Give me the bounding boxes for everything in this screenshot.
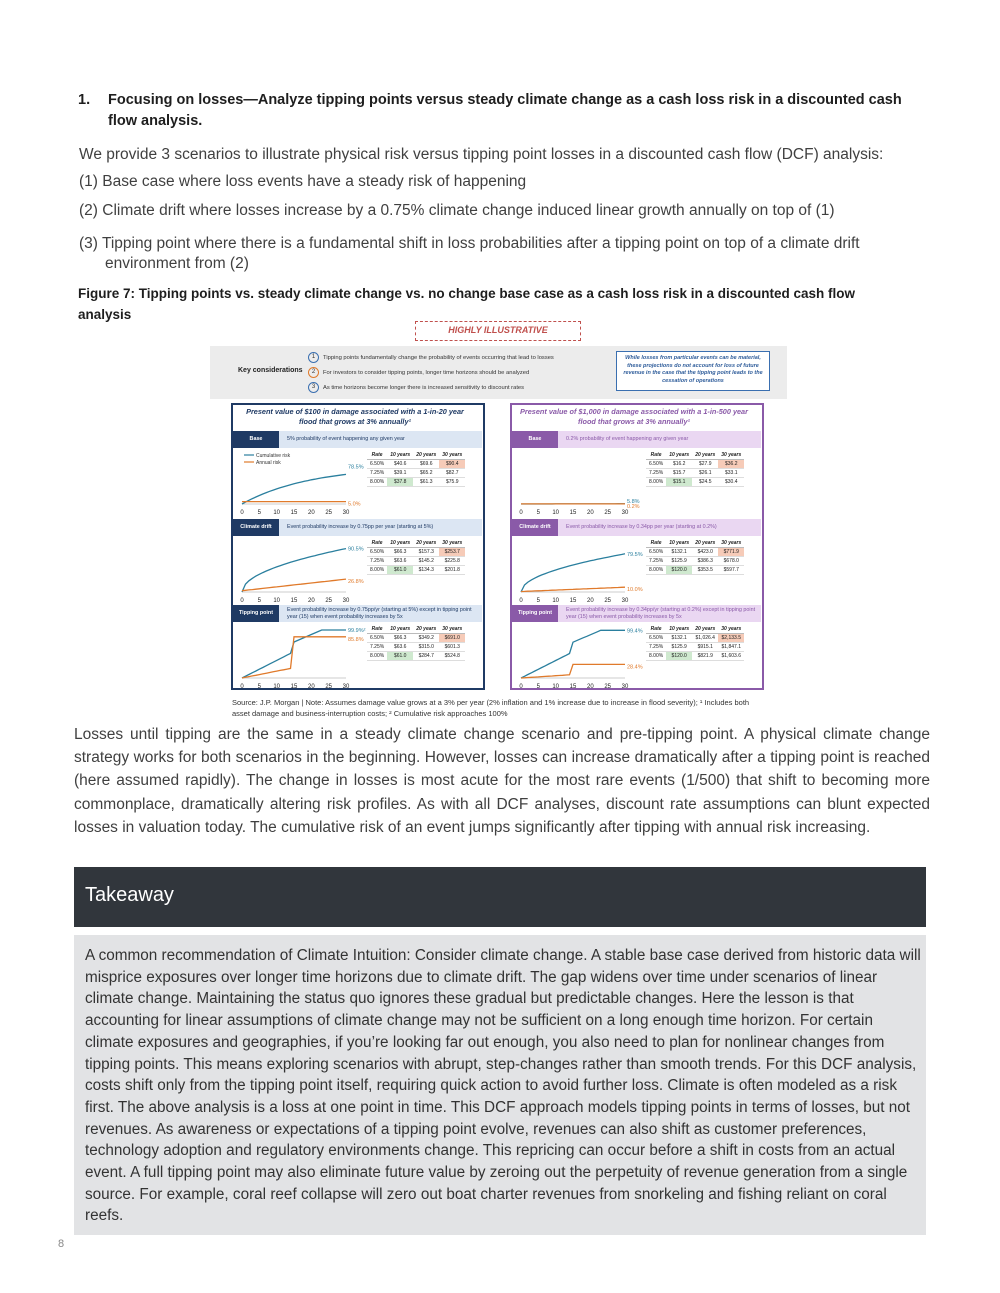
x-tick-label: 15 [290,598,298,604]
scenario-description: Event probability increase by 0.34pp per year (starting at 0.2%) [558,519,761,536]
table-cell: 8.00% [646,652,666,661]
table-cell: $63.6 [387,643,413,652]
x-tick-label: 0 [519,598,523,604]
table-row [367,548,465,557]
table-cell: $61.3 [413,478,439,487]
table-row [367,634,465,643]
table-cell: $39.1 [387,469,413,478]
table-cell: $36.2 [718,460,744,469]
table-header: 20 years [692,451,718,460]
scenario-label: Climate drift [512,519,558,536]
table-cell: $125.9 [666,643,692,652]
table-cell: 8.00% [367,566,387,575]
table-cell: $15.1 [666,478,692,487]
table-header: 10 years [666,625,692,634]
table-cell: 8.00% [646,566,666,575]
annual-risk-label: 10.0% [627,587,643,594]
legend-cumulative-label: Cumulative risk [256,453,291,459]
heading-text: Focusing on losses—Analyze tipping points versus steady climate change as a cash loss risk in a discounted cash flow analysis. [108,92,902,129]
scenario-description: Event probability increase by 0.75pp/yr (starting at 5%) except in tipping point year (15) when event probability increases by 5x [279,605,482,622]
page-number: 8 [58,1238,65,1250]
x-tick-label: 20 [307,684,315,690]
table-cell: $1,847.1 [718,643,744,652]
key-considerations-box [210,346,787,399]
x-tick-label: 10 [273,510,281,516]
cumulative-risk-label: 78.5% [348,464,364,471]
scenario-1-text: (1) Base case where loss events have a steady risk of happening [79,173,527,190]
risk-chart [236,538,366,608]
x-tick-label: 25 [604,684,612,690]
x-tick-label: 5 [536,684,541,690]
table-cell: $353.5 [692,566,718,575]
table-cell: 6.50% [646,460,666,469]
panel-1-in-500 [510,403,764,690]
x-tick-label: 25 [325,684,333,690]
table-header: 30 years [439,451,465,460]
table-cell: $253.7 [439,548,465,557]
risk-chart [515,450,645,520]
x-tick-label: 15 [290,510,298,516]
highly-illustrative-badge: HIGHLY ILLUSTRATIVE [415,321,581,341]
table-cell: 6.50% [646,548,666,557]
risk-chart [515,538,645,608]
intro-paragraph: We provide 3 scenarios to illustrate physical risk versus tipping point losses in a discounted cash flow (DCF) analysis: [79,146,884,163]
table-cell: $771.9 [718,548,744,557]
panel-title: Present value of $1,000 in damage associated with a 1-in-500 year flood that grows at 3% annually¹ [520,407,748,426]
scenario-label: Tipping point [233,605,279,622]
pv-table [646,539,744,575]
cumulative-risk-line [521,630,625,678]
x-tick-label: 10 [273,684,281,690]
x-tick-label: 20 [586,510,594,516]
table-cell: 7.25% [646,469,666,478]
table-row [646,469,744,478]
x-tick-label: 15 [569,598,577,604]
table-cell: $26.1 [692,469,718,478]
table-cell: $821.9 [692,652,718,661]
key-item-text: Tipping points fundamentally change the probability of events occurring that lead to losses [323,355,554,362]
x-tick-label: 15 [290,684,298,690]
table-cell: $145.2 [413,557,439,566]
x-tick-label: 30 [342,598,350,604]
table-cell: $30.4 [718,478,744,487]
table-cell: $132.1 [666,634,692,643]
table-cell: $66.3 [387,548,413,557]
panel-1-in-20 [231,403,485,690]
table-cell: $82.7 [439,469,465,478]
annual-risk-label: 5.0% [348,501,361,508]
table-cell: 8.00% [646,478,666,487]
table-cell: 6.50% [367,460,387,469]
table-header: 30 years [718,539,744,548]
number-circle-icon: 2 [308,367,319,378]
table-cell: $120.0 [666,652,692,661]
table-cell: 6.50% [646,634,666,643]
x-tick-label: 0 [519,684,523,690]
number-circle-icon: 1 [308,352,319,363]
scenario-description: 5% probability of event happening any given year [279,431,482,448]
table-header: 10 years [387,625,413,634]
table-header: Rate [646,625,666,634]
scenario-label: Tipping point [512,605,558,622]
table-cell: $125.9 [666,557,692,566]
cumulative-risk-label: 5.8% [627,499,640,506]
scenario-description: 0.2% probability of event happening any given year [558,431,761,448]
table-row [646,548,744,557]
table-cell: $24.5 [692,478,718,487]
table-cell: 8.00% [367,478,387,487]
x-tick-label: 30 [621,684,629,690]
table-cell: $132.1 [666,548,692,557]
x-tick-label: 0 [240,684,244,690]
key-item-3 [308,382,524,393]
table-cell: $284.7 [413,652,439,661]
pv-table [367,625,465,661]
table-cell: $33.1 [718,469,744,478]
table-header: 20 years [692,539,718,548]
annual-risk-label: 85.8% [348,636,364,643]
cumulative-risk-label: 90.5% [348,546,364,553]
x-tick-label: 10 [273,598,281,604]
cumulative-risk-label: 99.4% [627,628,643,635]
scenario-label: Base [512,431,558,448]
table-cell: $65.2 [413,469,439,478]
table-cell: 8.00% [367,652,387,661]
x-tick-label: 0 [240,510,244,516]
x-tick-label: 5 [536,510,541,516]
x-tick-label: 25 [604,598,612,604]
x-tick-label: 15 [569,684,577,690]
x-tick-label: 0 [519,510,523,516]
table-cell: $63.6 [387,557,413,566]
table-cell: 7.25% [367,643,387,652]
section-heading [78,90,928,132]
x-tick-label: 20 [586,598,594,604]
table-header: 30 years [718,451,744,460]
table-cell: $134.3 [413,566,439,575]
table-row [367,557,465,566]
table-cell: 6.50% [367,634,387,643]
risk-chart [236,450,366,520]
table-row [646,557,744,566]
table-header: Rate [367,451,387,460]
table-header: 20 years [413,539,439,548]
table-cell: 6.50% [367,548,387,557]
figure-title: Figure 7: Tipping points vs. steady climate change vs. no change base case as a cash loss risk in a discounted cash flow analysis [78,286,856,322]
pv-table [646,451,744,487]
table-cell: $678.0 [718,557,744,566]
x-tick-label: 0 [240,598,244,604]
table-row [646,460,744,469]
legend-annual-label: Annual risk [256,460,281,466]
table-cell: $157.3 [413,548,439,557]
table-cell: $225.8 [439,557,465,566]
table-row [367,460,465,469]
table-cell: $2,133.5 [718,634,744,643]
x-tick-label: 5 [257,598,262,604]
table-cell: $1,603.6 [718,652,744,661]
table-header: 10 years [666,539,692,548]
heading-number: 1. [78,92,91,108]
table-cell: 7.25% [646,557,666,566]
table-cell: $61.0 [387,652,413,661]
table-row [367,652,465,661]
table-cell: $90.4 [439,460,465,469]
x-tick-label: 25 [604,510,612,516]
table-row [646,566,744,575]
cumulative-risk-label: 99.9%² [348,628,366,635]
key-item-2 [308,367,529,378]
takeaway-title: Takeaway [85,884,174,906]
x-tick-label: 10 [552,510,560,516]
table-cell: $27.9 [692,460,718,469]
x-tick-label: 20 [307,510,315,516]
key-item-text: As time horizons become longer there is increased sensitivity to discount rates [323,385,525,392]
key-considerations-label: Key considerations [238,367,303,374]
annual-risk-label: 26.8% [348,579,364,586]
x-tick-label: 20 [586,684,594,690]
key-note: While losses from particular events can be material, these projections do not account for loss of future revenue in the case that the tipping point leads to the cessation of operations [616,351,770,391]
table-header: Rate [646,539,666,548]
x-tick-label: 30 [342,510,350,516]
pv-table [367,539,465,575]
table-cell: $349.2 [413,634,439,643]
table-row [367,478,465,487]
table-cell: $1,026.4 [692,634,718,643]
table-cell: $597.7 [718,566,744,575]
x-tick-label: 5 [536,598,541,604]
table-row [367,566,465,575]
scenario-label: Climate drift [233,519,279,536]
table-cell: $915.1 [692,643,718,652]
risk-chart [515,624,645,694]
x-tick-label: 15 [569,510,577,516]
table-cell: $386.3 [692,557,718,566]
x-tick-label: 30 [621,598,629,604]
x-tick-label: 25 [325,510,333,516]
x-tick-label: 20 [307,598,315,604]
table-cell: $37.8 [387,478,413,487]
scenario-2-text: (2) Climate drift where losses increase by a 0.75% climate change induced linear growth annually on top of (1) [79,202,835,219]
table-header: Rate [646,451,666,460]
key-item-1 [308,352,554,363]
table-cell: $423.0 [692,548,718,557]
annual-risk-line [242,579,346,591]
x-tick-label: 10 [552,684,560,690]
annual-risk-label: 0.2% [627,503,640,510]
table-header: Rate [367,539,387,548]
table-header: 30 years [718,625,744,634]
table-cell: $61.0 [387,566,413,575]
annual-risk-label: 28.4% [627,664,643,671]
x-tick-label: 5 [257,684,262,690]
table-row [646,643,744,652]
risk-chart [236,624,366,694]
scenario-3-text-cont: environment from (2) [105,255,249,272]
x-tick-label: 30 [621,510,629,516]
table-cell: $16.2 [666,460,692,469]
pv-table [367,451,465,487]
table-cell: $524.8 [439,652,465,661]
table-row [367,643,465,652]
number-circle-icon: 3 [308,382,319,393]
table-header: 10 years [387,539,413,548]
table-row [646,652,744,661]
x-tick-label: 5 [257,510,262,516]
table-cell: $66.3 [387,634,413,643]
table-row [367,469,465,478]
takeaway-text: A common recommendation of Climate Intuition: Consider climate change. A stable base case derived from historic data will misprice exposures over longer time horizons due to climate drift. The gap widens over time under scenarios of linear climate change. Maintaining the status quo ignores these gradual but predictable changes. Here the lesson is that accounting for linear assumptions of climate change may not be sufficient on a long enough time horizon. For certain climate exposures and geographies, if you’re looking far out enough, you also need to plan for nonlinear changes from tipping points. This means exploring scenarios with abrupt, step-changes rather than smooth trends. For this DCF analysis, costs shift only from the tipping point itself, requiring quick action to avoid further loss. Climate is often modeled as a risk first. The above analysis is a loss at one point in time. This DCF approach models tipping points in terms of losses, but not revenues. As awareness or expectations of a tipping point evolve, revenues can also shift as customer preferences, technology adoption and regulatory environments change. This repricing can occur before a shift in costs from an actual event. A full tipping point may also eliminate future value by zeroing out the perpetuity of revenue generation from a single source. For example, coral reef collapse will zero out boat charter revenues from snorkeling and fishing reliant on coral reefs. [85,947,921,1225]
table-cell: 7.25% [646,643,666,652]
table-header: 30 years [439,625,465,634]
panel-title: Present value of $100 in damage associated with a 1-in-20 year flood that grows at 3% annually¹ [246,407,464,426]
takeaway-body [74,935,926,1235]
x-tick-label: 10 [552,598,560,604]
cumulative-risk-line [521,554,625,592]
table-row [646,634,744,643]
table-cell: $120.0 [666,566,692,575]
takeaway-header [74,867,926,927]
scenario-description: Event probability increase by 0.34pp/yr (starting at 0.2%) except in tipping point year (15) when event probability increases by 5x [558,605,761,622]
scenario-description: Event probability increase by 0.75pp per year (starting at 5%) [279,519,482,536]
table-header: 30 years [439,539,465,548]
table-cell: $601.3 [439,643,465,652]
x-tick-label: 25 [325,598,333,604]
table-header: 20 years [413,625,439,634]
cumulative-risk-line [242,474,346,504]
annual-risk-line [521,587,625,591]
figure-source: Source: J.P. Morgan | Note: Assumes damage value grows at a 3% per year (2% inflation and 1% increase due to increase in flood severity); ¹ Includes both asset damage and business-interruption costs; ² Cumulative risk approaches 100% [232,698,750,718]
table-header: 10 years [387,451,413,460]
table-cell: 7.25% [367,469,387,478]
pv-table [646,625,744,661]
table-cell: $75.9 [439,478,465,487]
x-tick-label: 30 [342,684,350,690]
table-cell: 7.25% [367,557,387,566]
table-cell: $69.6 [413,460,439,469]
table-cell: $40.6 [387,460,413,469]
body-paragraph: Losses until tipping are the same in a steady climate change scenario and pre-tipping point. A physical climate change strategy works for both scenarios in the beginning. However, losses can increase dramatically after a tipping point is reached (here assumed rapidly). The change in losses is most acute for the most rare events (1/500) that shift to becoming more commonplace, dramatically altering risk profiles. As with all DCF analyses, discount rate assumptions can blunt expected losses in valuation today. The cumulative risk of an event jumps significantly after tipping with annual risk increasing. [74,726,930,836]
table-header: Rate [367,625,387,634]
table-cell: $201.8 [439,566,465,575]
cumulative-risk-label: 79.5% [627,551,643,558]
table-header: 10 years [666,451,692,460]
scenario-label: Base [233,431,279,448]
table-cell: $691.0 [439,634,465,643]
table-header: 20 years [692,625,718,634]
scenario-3-text: (3) Tipping point where there is a fundamental shift in loss probabilities after a tipping point on top of a climate drift [79,235,860,252]
table-row [646,478,744,487]
table-cell: $15.7 [666,469,692,478]
key-item-text: For investors to consider tipping points, longer time horizons should be analyzed [323,370,530,377]
table-header: 20 years [413,451,439,460]
table-cell: $315.0 [413,643,439,652]
annual-risk-line [521,664,625,678]
